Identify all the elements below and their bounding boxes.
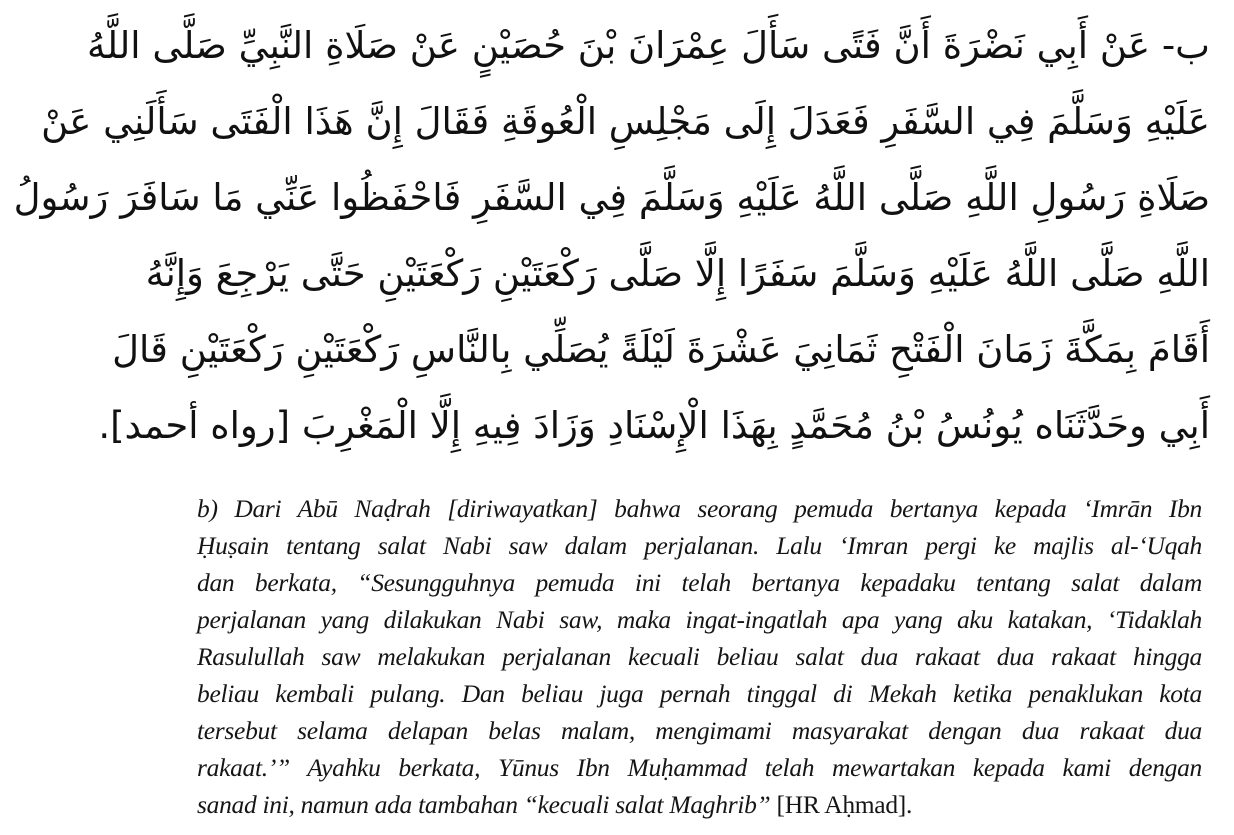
- translation-line: b) Dari Abū Naḍrah [diriwayatkan] bahwa seorang pemuda bertanya kepada ‘Imrān Ibn: [197, 494, 1202, 523]
- translation-line: rakaat.’” Ayahku berkata, Yūnus Ibn Muḥammad telah mewartakan kepada kami dengan: [197, 753, 1202, 782]
- arabic-line: أَقَامَ بِمَكَّةَ زَمَانَ الْفَتْحِ ثَمَانِيَ عَشْرَةَ لَيْلَةً يُصَلِّي بِالنَّاسِ رَكْعَتَيْنِ رَكْعَتَيْنِ قَالَ: [112, 328, 1210, 371]
- arabic-hadith-text: [13, 8, 1210, 464]
- indonesian-translation: [197, 490, 1202, 823]
- hadith-source-citation: [HR Aḥmad].: [776, 790, 913, 819]
- arabic-line: عَلَيْهِ وَسَلَّمَ فِي السَّفَرِ فَعَدَلَ إِلَى مَجْلِسِ الْعُوقَةِ فَقَالَ إِنَّ هَذَا الْفَتَى سَأَلَنِي عَنْ: [41, 100, 1210, 143]
- translation-last-italic: sanad ini, namun ada tambahan “kecuali salat Maghrib”: [197, 790, 777, 819]
- translation-line: dan berkata, “Sesungguhnya pemuda ini telah bertanya kepadaku tentang salat dalam: [197, 568, 1202, 597]
- arabic-line: ب- عَنْ أَبِي نَضْرَةَ أَنَّ فَتًى سَأَلَ عِمْرَانَ بْنَ حُصَيْنٍ عَنْ صَلَاةِ النَّبِيِّ صَلَّى اللَّهُ: [86, 24, 1210, 67]
- document-page: [13, 8, 1210, 828]
- translation-line: beliau kembali pulang. Dan beliau juga pernah tinggal di Mekah ketika penaklukan kota: [197, 679, 1202, 708]
- translation-line: Ḥuṣain tentang salat Nabi saw dalam perjalanan. Lalu ‘Imran pergi ke majlis al-‘Uqah: [197, 531, 1202, 560]
- translation-line: tersebut selama delapan belas malam, mengimami masyarakat dengan dua rakaat dua: [197, 716, 1202, 745]
- arabic-line: اللَّهِ صَلَّى اللَّهُ عَلَيْهِ وَسَلَّمَ سَفَرًا إِلَّا صَلَّى رَكْعَتَيْنِ رَكْعَتَيْنِ حَتَّى يَرْجِعَ وَإِنَّهُ: [145, 252, 1210, 295]
- translation-line: perjalanan yang dilakukan Nabi saw, maka ingat-ingatlah apa yang aku katakan, ‘Tidaklah: [197, 605, 1202, 634]
- arabic-line: أَبِي وحَدَّثَنَاه يُونُسُ بْنُ مُحَمَّدٍ بِهَذَا الْإِسْنَادِ وَزَادَ فِيهِ إِلَّا الْمَغْرِبَ [رواه أحمد].: [98, 404, 1210, 447]
- translation-line-last: [197, 786, 1202, 823]
- arabic-line: صَلَاةِ رَسُولِ اللَّهِ صَلَّى اللَّهُ عَلَيْهِ وَسَلَّمَ فِي السَّفَرِ فَاحْفَظُوا عَنِّي مَا سَافَرَ رَسُولُ: [13, 176, 1210, 219]
- translation-line: Rasulullah saw melakukan perjalanan kecuali beliau salat dua rakaat dua rakaat hingga: [197, 642, 1202, 671]
